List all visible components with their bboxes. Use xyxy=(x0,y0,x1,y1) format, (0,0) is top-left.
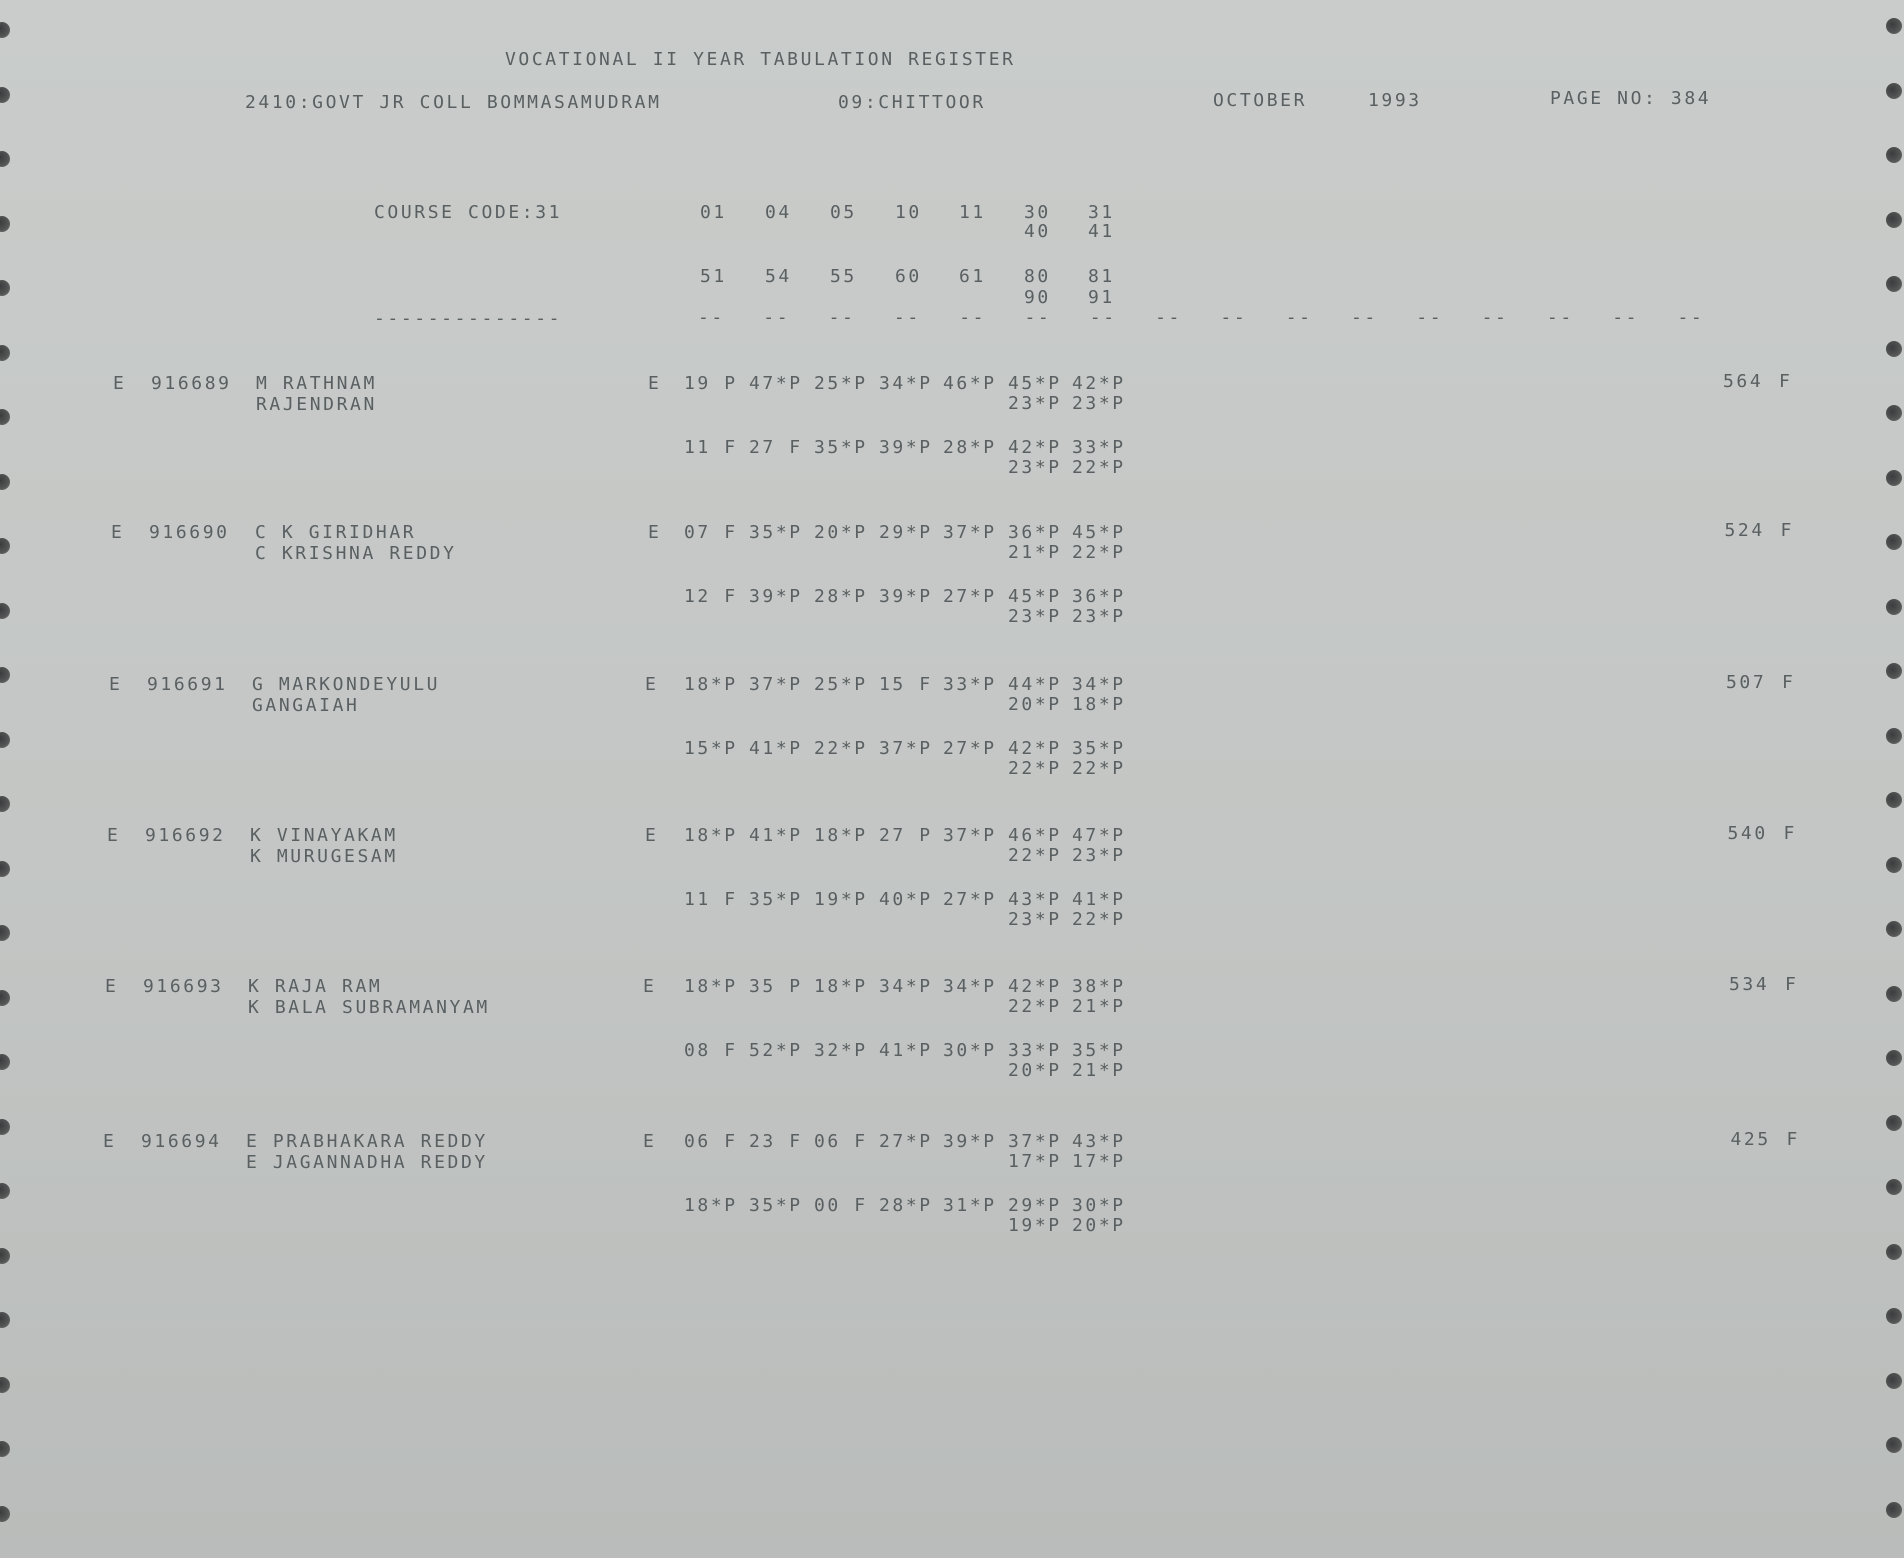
subject-mark: 23*P xyxy=(1008,909,1062,930)
subject-mark: 19*P xyxy=(1008,1215,1062,1236)
subject-mark: 27 P xyxy=(879,825,933,846)
exam-month: OCTOBER xyxy=(1213,90,1308,111)
subject-code: 81 xyxy=(1088,266,1115,287)
perforation-hole xyxy=(1886,405,1902,421)
subject-mark: 07 F xyxy=(684,522,738,543)
subject-mark: 23*P xyxy=(1008,606,1062,627)
column-dash: -- xyxy=(1089,307,1117,328)
perforation-hole xyxy=(1886,921,1902,937)
subject-code: 41 xyxy=(1088,221,1115,242)
student-name: M RATHNAM xyxy=(256,373,377,394)
perforation-hole xyxy=(0,732,10,748)
subject-mark: 42*P xyxy=(1008,976,1062,997)
subject-mark: 37*P xyxy=(1008,1131,1062,1152)
subject-mark: 28*P xyxy=(879,1195,933,1216)
perforation-hole xyxy=(0,280,10,296)
perforation-hole xyxy=(0,861,10,877)
subject-mark: 23 F xyxy=(749,1131,803,1152)
subject-mark: 43*P xyxy=(1008,889,1062,910)
perforation-hole xyxy=(1886,599,1902,615)
subject-mark: 37*P xyxy=(943,522,997,543)
parent-name: C KRISHNA REDDY xyxy=(255,543,457,564)
subject-mark: 23*P xyxy=(1008,393,1062,414)
subject-mark: 34*P xyxy=(879,373,933,394)
subject-mark: 37*P xyxy=(749,674,803,695)
column-dash: -- xyxy=(1612,307,1640,328)
subject-mark: 20*P xyxy=(1008,1060,1062,1081)
perforation-hole xyxy=(1886,1050,1902,1066)
exam-status: E xyxy=(111,522,125,543)
subject-mark: 39*P xyxy=(749,586,803,607)
subject-mark: 32*P xyxy=(814,1040,868,1061)
subject-mark: 15 F xyxy=(879,674,933,695)
subject-mark: 29*P xyxy=(1008,1195,1062,1216)
student-name: C K GIRIDHAR xyxy=(255,522,417,543)
result: F xyxy=(1783,823,1797,844)
perforation-hole xyxy=(1886,1502,1902,1518)
perforation-hole xyxy=(0,1248,10,1264)
student-name: G MARKONDEYULU xyxy=(252,674,441,695)
perforation-hole xyxy=(0,216,10,232)
subject-mark: 18*P xyxy=(1072,694,1126,715)
subject-mark: 35*P xyxy=(749,889,803,910)
subject-mark: 28*P xyxy=(943,437,997,458)
row-marker: E xyxy=(643,1131,657,1152)
hall-ticket-number: 916692 xyxy=(145,825,226,846)
perforation-hole xyxy=(0,925,10,941)
subject-mark: 19*P xyxy=(814,889,868,910)
subject-mark: 35*P xyxy=(749,522,803,543)
column-dash: -- xyxy=(1546,307,1574,328)
exam-status: E xyxy=(113,373,127,394)
perforation-hole xyxy=(1886,1115,1902,1131)
subject-mark: 27*P xyxy=(943,889,997,910)
perforation-hole xyxy=(0,1312,10,1328)
subject-mark: 08 F xyxy=(684,1040,738,1061)
perforation-hole xyxy=(0,1377,10,1393)
subject-code: 10 xyxy=(895,202,922,223)
perforation-hole xyxy=(0,87,10,103)
subject-code: 31 xyxy=(1088,202,1115,223)
subject-code: 91 xyxy=(1088,287,1115,308)
perforation-hole xyxy=(0,1506,10,1522)
subject-mark: 33*P xyxy=(943,674,997,695)
perforation-hole xyxy=(0,603,10,619)
register-title: VOCATIONAL II YEAR TABULATION REGISTER xyxy=(505,49,1016,70)
course-underline: -------------- xyxy=(374,308,563,329)
perforation-hole xyxy=(1886,728,1902,744)
subject-mark: 42*P xyxy=(1008,738,1062,759)
column-dash: -- xyxy=(1024,307,1052,328)
subject-mark: 21*P xyxy=(1008,542,1062,563)
subject-mark: 47*P xyxy=(749,373,803,394)
subject-mark: 35*P xyxy=(749,1195,803,1216)
subject-code: 61 xyxy=(959,266,986,287)
parent-name: GANGAIAH xyxy=(252,695,360,716)
grand-total: 425 xyxy=(1730,1129,1771,1150)
subject-mark: 19 P xyxy=(684,373,738,394)
column-dash: -- xyxy=(1220,307,1248,328)
column-dash: -- xyxy=(1155,307,1182,328)
subject-mark: 22*P xyxy=(1072,909,1126,930)
subject-mark: 41*P xyxy=(879,1040,933,1061)
grand-total: 524 xyxy=(1724,520,1765,541)
subject-code: 54 xyxy=(765,266,792,287)
grand-total: 507 xyxy=(1726,672,1767,693)
subject-mark: 40*P xyxy=(879,889,933,910)
subject-mark: 23*P xyxy=(1008,457,1062,478)
subject-mark: 46*P xyxy=(1008,825,1062,846)
result: F xyxy=(1780,520,1794,541)
subject-mark: 36*P xyxy=(1008,522,1062,543)
perforation-hole xyxy=(1886,792,1902,808)
parent-name: K BALA SUBRAMANYAM xyxy=(248,997,490,1018)
subject-mark: 39*P xyxy=(879,437,933,458)
subject-code: 51 xyxy=(700,266,727,287)
subject-mark: 43*P xyxy=(1072,1131,1126,1152)
subject-mark: 27*P xyxy=(943,738,997,759)
subject-mark: 18*P xyxy=(684,825,738,846)
grand-total: 564 xyxy=(1723,371,1764,392)
perforation-hole xyxy=(1886,986,1902,1002)
subject-mark: 33*P xyxy=(1072,437,1126,458)
exam-status: E xyxy=(105,976,119,997)
perforation-hole xyxy=(1886,1179,1902,1195)
perforation-hole xyxy=(1886,1308,1902,1324)
subject-code: 40 xyxy=(1024,221,1051,242)
subject-mark: 17*P xyxy=(1072,1151,1126,1172)
perforation-hole xyxy=(0,1054,10,1070)
perforation-hole xyxy=(0,22,10,38)
perforation-hole xyxy=(0,1119,10,1135)
subject-mark: 44*P xyxy=(1008,674,1062,695)
hall-ticket-number: 916693 xyxy=(143,976,224,997)
perforation-hole xyxy=(0,409,10,425)
parent-name: K MURUGESAM xyxy=(250,846,398,867)
subject-mark: 35*P xyxy=(1072,1040,1126,1061)
subject-mark: 22*P xyxy=(1072,542,1126,563)
grand-total: 534 xyxy=(1729,974,1770,995)
subject-mark: 39*P xyxy=(879,586,933,607)
subject-mark: 20*P xyxy=(1008,694,1062,715)
subject-mark: 37*P xyxy=(879,738,933,759)
subject-mark: 34*P xyxy=(943,976,997,997)
subject-mark: 42*P xyxy=(1008,437,1062,458)
subject-mark: 20*P xyxy=(1072,1215,1126,1236)
perforation-hole xyxy=(0,474,10,490)
result: F xyxy=(1785,974,1799,995)
district: 09:CHITTOOR xyxy=(838,92,986,113)
subject-code: 80 xyxy=(1024,266,1051,287)
subject-code: 05 xyxy=(830,202,857,223)
perforation-hole xyxy=(0,990,10,1006)
subject-mark: 22*P xyxy=(1072,758,1126,779)
subject-mark: 17*P xyxy=(1008,1151,1062,1172)
subject-mark: 41*P xyxy=(1072,889,1126,910)
subject-mark: 28*P xyxy=(814,586,868,607)
perforation-hole xyxy=(1886,470,1902,486)
perforation-hole xyxy=(1886,534,1902,550)
subject-mark: 20*P xyxy=(814,522,868,543)
perforation-hole xyxy=(1886,1373,1902,1389)
column-dash: -- xyxy=(893,307,921,328)
perforation-hole xyxy=(0,796,10,812)
perforation-hole xyxy=(1886,341,1902,357)
subject-mark: 15*P xyxy=(684,738,738,759)
perforation-hole xyxy=(0,538,10,554)
college-name: 2410:GOVT JR COLL BOMMASAMUDRAM xyxy=(245,92,662,113)
subject-code: 30 xyxy=(1024,202,1051,223)
perforation-hole xyxy=(0,1183,10,1199)
perforation-hole xyxy=(1886,1437,1902,1453)
student-name: K VINAYAKAM xyxy=(250,825,398,846)
subject-mark: 42*P xyxy=(1072,373,1126,394)
column-dash: -- xyxy=(1285,307,1313,328)
subject-mark: 06 F xyxy=(684,1131,738,1152)
subject-mark: 35*P xyxy=(814,437,868,458)
subject-mark: 27*P xyxy=(943,586,997,607)
subject-mark: 21*P xyxy=(1072,996,1126,1017)
subject-mark: 35*P xyxy=(1072,738,1126,759)
result: F xyxy=(1782,672,1796,693)
subject-mark: 18*P xyxy=(814,825,868,846)
course-code-label: COURSE CODE:31 xyxy=(374,202,563,223)
subject-mark: 47*P xyxy=(1072,825,1126,846)
result: F xyxy=(1779,371,1793,392)
subject-mark: 27 F xyxy=(749,437,803,458)
column-dash: -- xyxy=(959,307,987,328)
hall-ticket-number: 916694 xyxy=(141,1131,222,1152)
perforation-hole xyxy=(1886,18,1902,34)
row-marker: E xyxy=(645,825,659,846)
subject-mark: 29*P xyxy=(879,522,933,543)
perforation-hole xyxy=(1886,276,1902,292)
subject-mark: 11 F xyxy=(684,437,738,458)
page-number: PAGE NO: 384 xyxy=(1550,88,1712,109)
subject-mark: 35 P xyxy=(749,976,803,997)
exam-status: E xyxy=(109,674,123,695)
column-dash: -- xyxy=(1481,307,1509,328)
subject-mark: 52*P xyxy=(749,1040,803,1061)
subject-mark: 31*P xyxy=(943,1195,997,1216)
subject-mark: 23*P xyxy=(1072,606,1126,627)
subject-mark: 30*P xyxy=(1072,1195,1126,1216)
subject-mark: 18*P xyxy=(814,976,868,997)
subject-code: 55 xyxy=(830,266,857,287)
subject-code: 01 xyxy=(700,202,727,223)
column-dash: -- xyxy=(1351,307,1378,328)
hall-ticket-number: 916689 xyxy=(151,373,232,394)
column-dash: -- xyxy=(828,307,856,328)
subject-mark: 25*P xyxy=(814,373,868,394)
perforation-hole xyxy=(0,151,10,167)
subject-mark: 27*P xyxy=(879,1131,933,1152)
subject-code: 60 xyxy=(895,266,922,287)
student-name: E PRABHAKARA REDDY xyxy=(246,1131,488,1152)
perforation-hole xyxy=(0,667,10,683)
row-marker: E xyxy=(643,976,657,997)
exam-status: E xyxy=(107,825,121,846)
subject-mark: 41*P xyxy=(749,825,803,846)
subject-code: 04 xyxy=(765,202,792,223)
subject-code: 90 xyxy=(1024,287,1051,308)
subject-code: 11 xyxy=(959,202,986,223)
subject-mark: 46*P xyxy=(943,373,997,394)
subject-mark: 23*P xyxy=(1072,393,1126,414)
perforation-hole xyxy=(1886,1244,1902,1260)
row-marker: E xyxy=(648,522,662,543)
column-dash: -- xyxy=(763,307,791,328)
subject-mark: 22*P xyxy=(1008,996,1062,1017)
column-dash: -- xyxy=(698,307,725,328)
subject-mark: 11 F xyxy=(684,889,738,910)
subject-mark: 30*P xyxy=(943,1040,997,1061)
subject-mark: 41*P xyxy=(749,738,803,759)
perforation-hole xyxy=(1886,147,1902,163)
subject-mark: 18*P xyxy=(684,674,738,695)
column-dash: -- xyxy=(1677,307,1705,328)
perforation-hole xyxy=(1886,212,1902,228)
student-name: K RAJA RAM xyxy=(248,976,383,997)
subject-mark: 34*P xyxy=(879,976,933,997)
perforation-hole xyxy=(1886,663,1902,679)
subject-mark: 06 F xyxy=(814,1131,868,1152)
subject-mark: 21*P xyxy=(1072,1060,1126,1081)
row-marker: E xyxy=(645,674,659,695)
subject-mark: 25*P xyxy=(814,674,868,695)
subject-mark: 12 F xyxy=(684,586,738,607)
subject-mark: 36*P xyxy=(1072,586,1126,607)
exam-status: E xyxy=(103,1131,117,1152)
row-marker: E xyxy=(648,373,662,394)
subject-mark: 18*P xyxy=(684,976,738,997)
result: F xyxy=(1786,1129,1800,1150)
subject-mark: 45*P xyxy=(1072,522,1126,543)
hall-ticket-number: 916690 xyxy=(149,522,230,543)
column-dash: -- xyxy=(1416,307,1444,328)
subject-mark: 39*P xyxy=(943,1131,997,1152)
grand-total: 540 xyxy=(1727,823,1768,844)
parent-name: E JAGANNADHA REDDY xyxy=(246,1152,488,1173)
subject-mark: 22*P xyxy=(1008,845,1062,866)
perforation-hole xyxy=(1886,857,1902,873)
perforation-hole xyxy=(0,1441,10,1457)
subject-mark: 22*P xyxy=(814,738,868,759)
subject-mark: 34*P xyxy=(1072,674,1126,695)
hall-ticket-number: 916691 xyxy=(147,674,228,695)
parent-name: RAJENDRAN xyxy=(256,394,377,415)
subject-mark: 00 F xyxy=(814,1195,868,1216)
subject-mark: 18*P xyxy=(684,1195,738,1216)
subject-mark: 22*P xyxy=(1008,758,1062,779)
subject-mark: 45*P xyxy=(1008,586,1062,607)
subject-mark: 38*P xyxy=(1072,976,1126,997)
perforation-hole xyxy=(1886,83,1902,99)
subject-mark: 33*P xyxy=(1008,1040,1062,1061)
subject-mark: 23*P xyxy=(1072,845,1126,866)
subject-mark: 37*P xyxy=(943,825,997,846)
subject-mark: 22*P xyxy=(1072,457,1126,478)
perforation-hole xyxy=(0,345,10,361)
exam-year: 1993 xyxy=(1368,90,1422,111)
subject-mark: 45*P xyxy=(1008,373,1062,394)
